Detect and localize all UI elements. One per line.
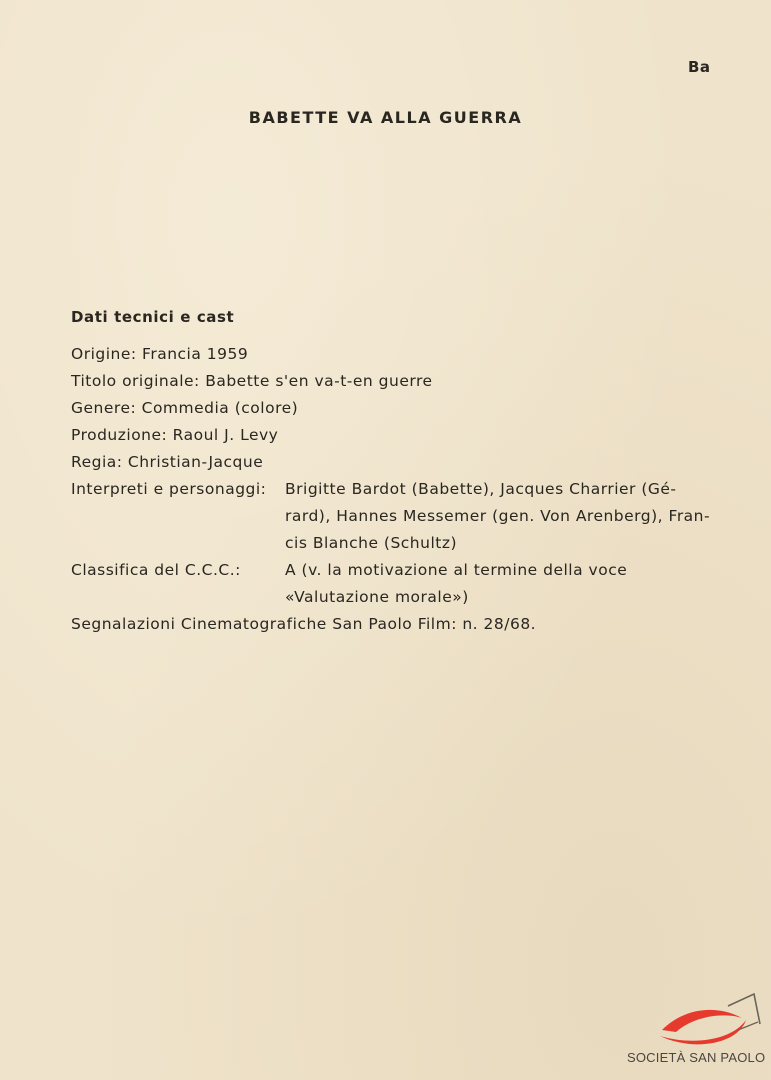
entry-classifica-label: Classifica del C.C.C.:: [71, 561, 241, 579]
societa-san-paolo-logo: [624, 990, 764, 1070]
section-heading: Dati tecnici e cast: [71, 308, 235, 326]
entry-classifica-value: [285, 557, 731, 611]
entry-interpreti: [71, 476, 731, 557]
entry-genere: Genere: Commedia (colore): [71, 399, 299, 417]
entry-classifica-line: «Valutazione morale»): [285, 588, 469, 606]
swoosh-logo-icon: [654, 990, 764, 1052]
corner-code: Ba: [688, 58, 711, 76]
entry-interpreti-label: Interpreti e personaggi:: [71, 480, 267, 498]
document-title: BABETTE VA ALLA GUERRA: [248, 108, 523, 127]
logo-text: SOCIETÀ SAN PAOLO: [627, 1050, 766, 1065]
entry-interpreti-line: rard), Hannes Messemer (gen. Von Arenberg), Fran-: [285, 507, 711, 525]
entry-titolo-originale: Titolo originale: Babette s'en va-t-en guerre: [71, 372, 433, 390]
technical-data-list: [71, 341, 731, 638]
entry-interpreti-line: cis Blanche (Schultz): [285, 534, 458, 552]
entry-regia: Regia: Christian-Jacque: [71, 453, 264, 471]
entry-classifica: [71, 557, 731, 611]
entry-origine: Origine: Francia 1959: [71, 345, 249, 363]
entry-interpreti-line: Brigitte Bardot (Babette), Jacques Charrier (Gé-: [285, 480, 677, 498]
entry-classifica-line: A (v. la motivazione al termine della voce: [285, 561, 628, 579]
entry-interpreti-value: [285, 476, 731, 557]
entry-produzione: Produzione: Raoul J. Levy: [71, 426, 279, 444]
entry-segnalazioni: Segnalazioni Cinematografiche San Paolo Film: n. 28/68.: [71, 615, 537, 633]
